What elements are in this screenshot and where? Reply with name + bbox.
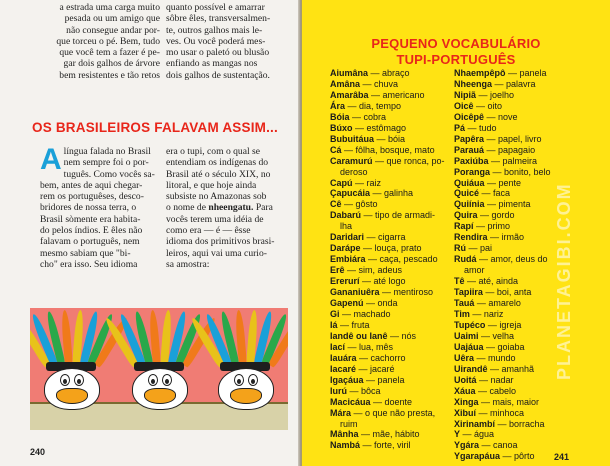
vocabulary-entry [454,167,574,178]
vocabulary-entry [454,408,574,419]
vocabulary-entry [330,440,470,451]
portuguese-definition: — gôsto [341,199,378,210]
vocabulary-entry [330,134,470,145]
portuguese-definition: — cachorro [356,352,406,363]
tupi-term: Tauá [454,298,475,309]
vocabulary-entry [454,79,574,90]
vocabulary-entry [330,188,470,199]
portuguese-definition: — louça, prato [360,243,422,254]
tupi-term: Cá [330,144,342,155]
portuguese-definition: — papel, livro [484,133,542,144]
portuguese-definition: — machado [339,308,391,319]
tupi-term: Uirandê [454,363,488,374]
tupi-term: Uaimi [454,330,479,341]
portuguese-definition: — até, ainda [464,276,519,287]
vocabulary-entry [330,353,470,364]
vocabulary-entry [330,386,470,397]
portuguese-definition: — jacaré [356,363,395,374]
vocabulary-entry [330,364,470,375]
text-column-4 [166,146,288,270]
portuguese-definition: — mentiroso [379,287,434,298]
duck-with-headdress [126,308,192,426]
text-column-1 [30,2,160,81]
vocabulary-entry [330,210,470,221]
vocabulary-entry [330,287,470,298]
tupi-term: Rapí [454,221,474,232]
portuguese-definition: — faca [479,188,511,199]
tupi-term: Quiáua [454,177,485,188]
vocabulary-entry [454,440,574,451]
vocabulary-entry [330,419,470,430]
beak [230,388,262,404]
tupi-term: Iací [330,341,346,352]
tupi-term: Ygarapáua [454,451,501,462]
vocabulary-entry [330,123,470,134]
portuguese-definition: — velha [478,330,515,341]
tupi-term: Ererurí [330,276,360,287]
vocabulary-column-left [330,68,470,451]
vocabulary-entry [454,112,574,123]
portuguese-definition: — borracha [495,418,545,429]
portuguese-definition: — joelho [476,89,515,100]
tupi-term: Tê [454,276,465,287]
vocabulary-entry [330,320,470,331]
vocabulary-entry [330,265,470,276]
portuguese-definition: — mais, maior [478,396,540,407]
tupi-term: Iandê ou Ianê [330,330,388,341]
tupi-term: Pá [454,122,466,133]
drop-cap: A [40,143,62,176]
ducks-illustration [30,308,288,430]
portuguese-definition: — amarelo [474,298,521,309]
portuguese-definition: — cigarra [364,232,406,243]
tupi-term: Papêra [454,133,485,144]
page-number: 241 [554,452,570,462]
portuguese-definition: — panela [363,374,405,385]
beak [56,388,88,404]
tupi-term: Macicáua [330,396,371,407]
portuguese-definition: — papagaio [484,144,536,155]
tupi-term: Caramurú [330,155,373,166]
paragraph [166,146,288,270]
tupi-term: Amâna [330,78,361,89]
portuguese-definition: — até logo [359,276,406,287]
tupi-term: Y [454,429,461,440]
tupi-term: Erê [330,265,345,276]
eye [248,374,258,386]
vocabulary-entry [454,134,574,145]
portuguese-definition: — água [460,429,495,440]
portuguese-definition: — pente [484,177,522,188]
duck-with-headdress [38,308,104,426]
emphasized-word: nheengatu. [208,202,254,214]
left-page [0,0,300,466]
tupi-term: Embiára [330,254,366,265]
portuguese-definition: — goiaba [483,341,525,352]
tupi-term: Iacaré [330,363,357,374]
vocabulary-entry [330,408,470,419]
portuguese-definition: — palmeira [488,155,538,166]
portuguese-definition: — oito [473,100,503,111]
tupi-term: Parauá [454,144,485,155]
vocabulary-entry [330,243,470,254]
vocabulary-entry [330,309,470,320]
portuguese-definition: — mundo [474,352,516,363]
portuguese-definition: — nove [484,111,518,122]
tupi-term: Poranga [454,166,491,177]
portuguese-definition: — raiz [352,177,382,188]
portuguese-definition: — pôrto [500,451,535,462]
tupi-term: Rudá [454,254,477,265]
text-column-2 [166,2,286,81]
vocabulary-entry [330,112,470,123]
beak [144,388,176,404]
vocabulary-entry [330,167,470,178]
portuguese-definition: — nós [387,330,417,341]
tupi-term: Quicé [454,188,480,199]
vocabulary-entry [330,90,470,101]
portuguese-definition: — doente [370,396,413,407]
vocabulary-entry [330,156,470,167]
eye [74,374,84,386]
portuguese-definition: — canoa [479,440,518,451]
vocabulary-entry [454,156,574,167]
tupi-term: Iá [330,319,338,330]
vocabulary-entry [330,298,470,309]
tupi-term: Xirinambí [454,418,496,429]
vocabulary-entry [454,101,574,112]
portuguese-definition: — tipo de armadi- [361,210,436,221]
tupi-term: Igaçáua [330,374,364,385]
vocabulary-entry [330,254,470,265]
portuguese-definition: — americano [368,89,425,100]
paragraph: língua falada no Brasil nem sempre foi o por- tuguês. Como vocês sa- bem, antes de aqui chegar- rem os portuguêses, desco- bridores de nossa terra, o Brasil sòmente era habita- do pelos índios. E êles não falavam o português, nem mesmo sabiam que "bi- cho" era isso. Seu idioma [40,146,155,270]
tupi-term: Amarâba [330,89,369,100]
tupi-term: Mára [330,407,352,418]
tupi-term: Rendira [454,232,488,243]
portuguese-definition: — amanhã [487,363,535,374]
portuguese-definition: — minhoca [476,407,525,418]
tupi-term: Iauára [330,352,357,363]
vocabulary-entry [330,375,470,386]
portuguese-definition: — fôlha, bosque, mato [341,144,435,155]
text-run: Para vocês terem uma idéia de como era — é — êsse idioma dos primitivos brasi- leiros, aqui vai uma curio- sa amostra: [166,202,275,270]
tupi-term: Gananiuêra [330,287,380,298]
vocabulary-title: PEQUENO VOCABULÁRIO [371,36,541,51]
portuguese-definition: — o que não presta, [351,407,436,418]
tupi-term: Cê [330,199,342,210]
portuguese-definition: — cabelo [475,385,517,396]
portuguese-definition: — estômago [352,122,407,133]
page-number: 240 [30,447,46,457]
vocabulary-entry [330,68,470,79]
portuguese-definition: ruim [340,418,358,429]
portuguese-definition: — tudo [465,122,497,133]
vocabulary-entry [330,331,470,342]
portuguese-definition: — fruta [337,319,370,330]
portuguese-definition: — chuva [360,78,399,89]
vocabulary-entry [454,90,574,101]
tupi-term: Xibuí [454,407,476,418]
vocabulary-entry [330,178,470,189]
text-column-3 [40,143,162,270]
tupi-term: Ygára [454,440,480,451]
portuguese-definition: — panela [505,68,547,78]
portuguese-definition: — mãe, hábito [358,429,420,440]
tupi-term: Tapiira [454,287,483,298]
tupi-term: Iurú [330,385,347,396]
right-page [302,0,610,466]
vocabulary-entry [330,342,470,353]
tupi-term: Uoitá [454,374,477,385]
vocabulary-entry [330,276,470,287]
tupi-term: Aiumâna [330,68,369,78]
tupi-term: Uajáua [454,341,484,352]
vocabulary-entry [454,397,574,408]
tupi-term: Quiínia [454,199,485,210]
duck-with-headdress [212,308,278,426]
tupi-term: Gi [330,308,340,319]
tupi-term: Mânha [330,429,359,440]
portuguese-definition: — lua, mês [345,341,394,352]
portuguese-definition: — gordo [477,210,515,221]
tupi-term: Tupéco [454,319,486,330]
tupi-term: Nhaempêpô [454,68,506,78]
portuguese-definition: — primo [473,221,511,232]
eye [60,374,70,386]
tupi-term: Xinga [454,396,479,407]
eye [148,374,158,386]
section-heading: OS BRASILEIROS FALAVAM ASSIM... [32,120,278,135]
tupi-term: Oicê [454,100,474,111]
vocabulary-entry [454,429,574,440]
vocabulary-entry [330,199,470,210]
vocabulary-entry [454,386,574,397]
portuguese-definition: — bóia [374,133,406,144]
vocabulary-entry [454,419,574,430]
vocabulary-entry [454,123,574,134]
portuguese-definition: — palavra [492,78,536,89]
portuguese-definition: — dia, tempo [345,100,402,111]
portuguese-definition: — onda [363,298,398,309]
portuguese-definition: — cobra [349,111,387,122]
portuguese-definition: — forte, viril [360,440,411,451]
tupi-term: Gapenú [330,298,364,309]
tupi-term: Oicêpê [454,111,485,122]
tupi-term: Bubuitáua [330,133,374,144]
portuguese-definition: — caça, pescado [365,254,438,265]
tupi-term: Nheenga [454,78,493,89]
vocabulary-entry [330,221,470,232]
portuguese-definition: — bonito, belo [490,166,551,177]
tupi-term: Çapucáia [330,188,371,199]
portuguese-definition: lha [340,221,353,232]
portuguese-definition: — abraço [368,68,410,78]
vocabulary-entry [454,145,574,156]
portuguese-definition: — amor, deus do [476,254,548,265]
paragraph: a estrada uma carga muito pesada ou um amigo que não consegue andar por- que torceu o pé. Bem, tudo que você tem a fazer é pe- gar dois galhos de árvore bem resistentes e tão retos [56,2,160,81]
tupi-term: Darápe [330,243,361,254]
text-run: era o tupi, com o qual se entendiam os indígenas do Brasil até o século XIX, no litoral, e que hoje ainda subsiste no Amazonas sob o nome de [166,146,271,214]
portuguese-definition: — nariz [469,308,504,319]
tupi-term: Xáua [454,385,476,396]
portuguese-definition: — igreja [485,319,522,330]
tupi-term: Capú [330,177,353,188]
vocabulary-entry [454,68,574,79]
portuguese-definition: — bôca [347,385,381,396]
portuguese-definition: — boi, anta [482,287,532,298]
watermark: PLANETAGIBI.COM [554,182,574,380]
portuguese-definition: — que ronca, po- [372,155,445,166]
vocabulary-entry [330,101,470,112]
vocabulary-entry [330,397,470,408]
tupi-term: Búxo [330,122,353,133]
tupi-term: Paxiúba [454,155,489,166]
portuguese-definition: amor [464,265,485,276]
tupi-term: Tim [454,308,470,319]
portuguese-definition: deroso [340,166,368,177]
portuguese-definition: — pimenta [484,199,531,210]
portuguese-definition: — nadar [476,374,514,385]
portuguese-definition: — sim, adeus [344,265,403,276]
tupi-term: Daridari [330,232,365,243]
tupi-term: Bóia [330,111,350,122]
tupi-term: Uêra [454,352,475,363]
vocabulary-entry [330,79,470,90]
vocabulary-subtitle: TUPI-PORTUGUÊS [396,52,516,67]
paragraph: quanto possível e amarrar sôbre êles, transversalmen- te, outros galhos mais le- ves. Ou você poderá mes- mo usar o paletó ou blusão enfiando as mangas nos dois galhos de sustentação. [166,2,271,81]
eye [234,374,244,386]
eye [162,374,172,386]
tupi-term: Rú [454,243,466,254]
tupi-term: Ára [330,100,346,111]
vocabulary-entry [330,429,470,440]
portuguese-definition: — irmão [487,232,525,243]
tupi-term: Nipiã [454,89,477,100]
vocabulary-entry [330,232,470,243]
tupi-term: Dabarú [330,210,362,221]
portuguese-definition: — galinha [370,188,414,199]
portuguese-definition: — pai [466,243,493,254]
tupi-term: Quira [454,210,478,221]
tupi-term: Nambá [330,440,361,451]
vocabulary-entry [330,145,470,156]
